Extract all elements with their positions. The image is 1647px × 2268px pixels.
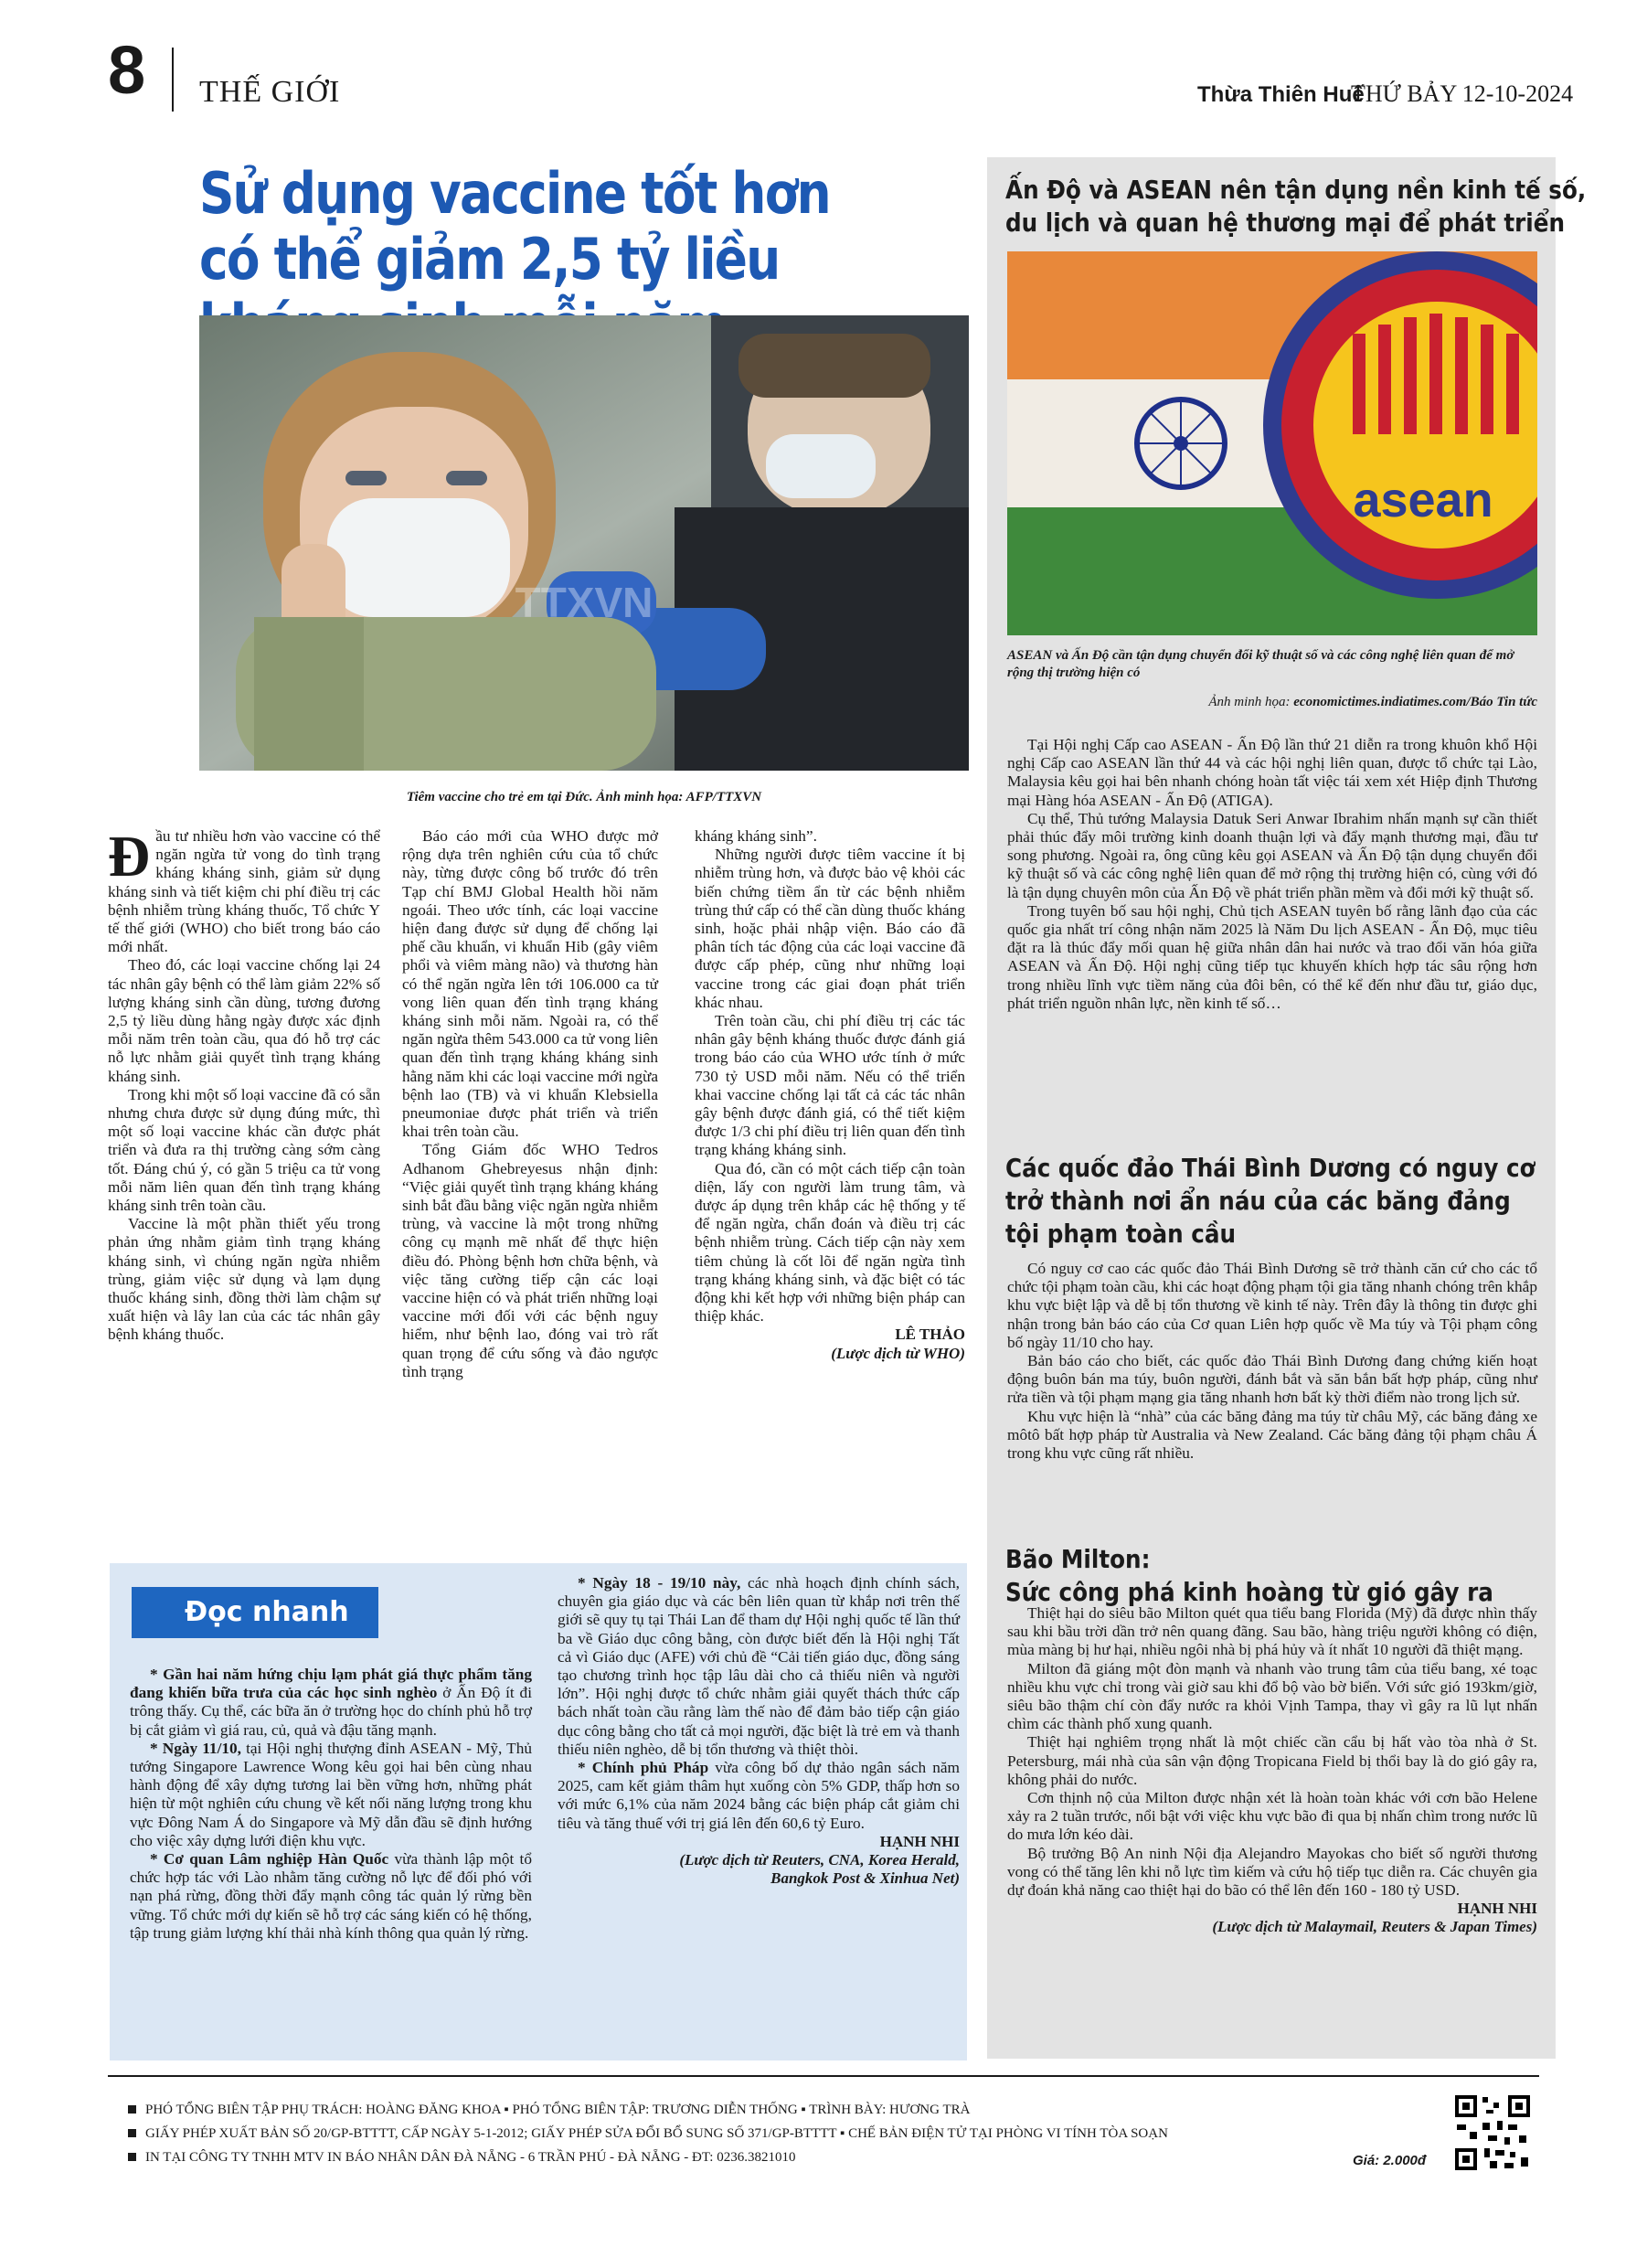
paragraph: kháng kháng sinh”. bbox=[695, 827, 817, 845]
paragraph: Cụ thể, Thủ tướng Malaysia Datuk Seri Anwar Ibrahim nhấn mạnh sự cần thiết phải thúc đẩy môi trường kinh doanh thuận lợi và đẩy mạnh thương mại, đầu tư song phương. Ngoài ra, ông cũng kêu gọi ASEAN và Ấn Độ tận dụng chuyển đổi kỹ thuật số và các công nghệ liên quan để mở rộng thị trường hiện có, cùng với đó là tận dụng chuyên môn của Ấn Độ về phát triển phần mềm và đổi mới kỹ thuật số. bbox=[1007, 809, 1537, 901]
pacific-article-title bbox=[1005, 1152, 1535, 1251]
quick-read-label: Đọc nhanh bbox=[132, 1587, 378, 1638]
main-photo-caption: Tiêm vaccine cho trẻ em tại Đức. Ảnh minh họa: AFP/TTXVN bbox=[406, 790, 762, 804]
bullet-icon bbox=[128, 2129, 136, 2137]
item-lead: * Ngày 18 - 19/10 này, bbox=[578, 1574, 741, 1592]
asean-article-body bbox=[1007, 736, 1537, 1013]
quick-read-item bbox=[558, 1574, 960, 1759]
paragraph: Bộ trưởng Bộ An ninh Nội địa Alejandro Mayokas cho biết số người thương vong có thể tăng lên khi nỗ lực tìm kiếm và cứu hộ tiếp tục diễn ra. Các chuyên gia dự đoán khả năng cao thiệt hại do bão có thể lên đến 160 - 180 tỷ USD. bbox=[1007, 1844, 1537, 1900]
credit-source: economictimes.indiatimes.com/Báo Tin tức bbox=[1293, 695, 1537, 709]
asean-photo-caption: ASEAN và Ấn Độ cần tận dụng chuyển đổi kỹ thuật số và các công nghệ liên quan để mở rộng thị trường hiện có bbox=[1007, 648, 1514, 680]
item-text: ở Ấn Độ ít đi trông thấy. Cụ thể, các bữa ăn ở trường học do chính phủ hỗ trợ bị cắt giảm vì giá rau, củ, quả và đậu tăng mạnh. bbox=[130, 1684, 532, 1739]
paragraph: Khu vực hiện là “nhà” của các băng đảng ma túy từ châu Mỹ, các băng đảng xe môtô bất hợp pháp từ Australia và New Zealand. Các băng đảng tội phạm châu Á trong khu vực cũng rất nhiều. bbox=[1007, 1407, 1537, 1463]
paragraph: Báo cáo mới của WHO được mở rộng dựa trên nghiên cứu của tổ chức này, từng được công bố trước đó trên Tạp chí BMJ Global Health hồi năm ngoái. Theo ước tính, các loại vaccine hiện đang được sử dụng để chống lại phế cầu khuẩn, vi khuẩn Hib (gây viêm phổi và viêm màng não) và thương hàn có thể ngăn ngừa lên tới 106.000 ca tử vong liên quan đến tình trạng kháng kháng sinh mỗi năm. Ngoài ra, có thể ngăn ngừa thêm 543.000 ca tử vong liên quan đến tình trạng kháng kháng sinh hằng năm khi các loại vaccine mới ngừa bệnh lao (TB) và vi khuẩn Klebsiella pneumoniae được phát triển và triển khai trên toàn cầu. bbox=[402, 827, 658, 1141]
india-asean-flag-photo bbox=[1007, 251, 1537, 635]
pacific-article-body bbox=[1007, 1260, 1537, 1463]
main-article-column-2 bbox=[402, 827, 658, 1381]
footer-staff-line bbox=[128, 2103, 970, 2118]
item-text: vừa thành lập một tổ chức hợp tác với Lào nhằm tăng cường nỗ lực để đối phó với nạn phá rừng, đồng thời đẩy mạnh công tác quản lý rừng bền vững. Tổ chức mới dự kiến sẽ hỗ trợ các sáng kiến có hệ thống, tập trung giảm lượng khí thải nhà kính thông qua quản lý rừng. bbox=[130, 1850, 532, 1942]
issue-date: THỨ BẢY 12-10-2024 bbox=[1351, 80, 1574, 107]
article-source: (Lược dịch từ Malaymail, Reuters & Japan Times) bbox=[1212, 1918, 1537, 1936]
footer-printer-line bbox=[128, 2150, 795, 2166]
drop-cap: Đ bbox=[108, 824, 151, 889]
paragraph: Milton đã giáng một đòn mạnh và nhanh vào trung tâm của tiểu bang, xé toạc nhiều khu vực chỉ trong vài giờ sau khi đổ bộ vào bờ biển. Với sức gió 193km/giờ, siêu bão thậm chí còn đẩy nước ra khỏi Vịnh Tampa, thay vì gây ra lũ lụt nhấn chìm các thành phố xung quanh. bbox=[1007, 1659, 1537, 1733]
price-label: Giá: 2.000đ bbox=[1353, 2153, 1427, 2168]
title-line: du lịch và quan hệ thương mại để phát triển bbox=[1005, 208, 1565, 238]
asean-logo-text: asean bbox=[1353, 473, 1493, 527]
paragraph: Qua đó, cần có một cách tiếp cận toàn diện, lấy con người làm trung tâm, và được áp dụng trên khắp các hệ thống y tế để ngăn ngừa, chẩn đoán và điều trị các bệnh nhiễm trùng. Cách tiếp cận này xem tiêm chủng là cốt lõi để ngăn ngừa tình trạng kháng kháng sinh, và đặc biệt có tác động khi kết hợp với những biện pháp can thiệp khác. bbox=[695, 1159, 965, 1326]
article-source: (Lược dịch từ Reuters, CNA, Korea Herald, bbox=[679, 1851, 960, 1869]
paragraph: Bản báo cáo cho biết, các quốc đảo Thái Bình Dương đang chứng kiến hoạt động buôn bán ma túy, buôn người, đánh bắt và săn bắn bất hợp pháp, cũng như rửa tiền và tội phạm mạng gia tăng nhanh hơn bất kỳ thời điểm nào trong lịch sử. bbox=[1007, 1352, 1537, 1407]
article-source: (Lược dịch từ WHO) bbox=[831, 1344, 965, 1362]
footer-license-line bbox=[128, 2126, 1168, 2142]
title-line: Các quốc đảo Thái Bình Dương có nguy cơ bbox=[1005, 1153, 1535, 1183]
paragraph: Theo đó, các loại vaccine chống lại 24 tác nhân gây bệnh có thể làm giảm 22% số lượng kháng sinh cần dùng, tương đương 2,5 tỷ liều dùng hằng ngày được xác định mỗi năm trên toàn cầu, qua đó hỗ trợ các nỗ lực nhằm giải quyết tình trạng kháng kháng sinh. bbox=[108, 956, 380, 1085]
author-signature: HẠNH NHI bbox=[879, 1832, 960, 1850]
quick-read-item bbox=[130, 1666, 532, 1740]
paragraph: ầu tư nhiều hơn vào vaccine có thể ngăn ngừa tử vong do tình trạng kháng kháng sinh, giảm sử dụng kháng sinh và tiết kiệm chi phí điều trị các bệnh nhiễm trùng kháng thuốc, Tổ chức Y tế thế giới (WHO) cho biết trong báo cáo mới nhất. bbox=[108, 827, 380, 956]
vaccination-photo bbox=[199, 315, 969, 771]
item-text: tại Hội nghị thượng đỉnh ASEAN - Mỹ, Thủ tướng Singapore Lawrence Wong kêu gọi hai bên cùng nhau hành động để xây dựng tương lai bền vững hơn, những phát hiện từ một nghiên cứu chung về kết nối năng lượng trong khu vực Đông Nam Á do Singapore và Mỹ dẫn đầu sẽ định hướng cho việc xây dựng lưới điện khu vực. bbox=[130, 1739, 533, 1849]
bullet-icon bbox=[128, 2153, 136, 2161]
section-title: THẾ GIỚI bbox=[199, 75, 341, 109]
milton-article-body bbox=[1007, 1604, 1537, 1937]
paragraph: Tổng Giám đốc WHO Tedros Adhanom Ghebreyesus nhận định: “Việc giải quyết tình trạng kháng kháng sinh bắt đầu bằng việc ngăn ngừa nhiễm trùng, và vaccine là một trong những công cụ mạnh mẽ nhất để thực hiện điều đó. Phòng bệnh hơn chữa bệnh, và việc tăng cường tiếp cận các loại vaccine hiện có và phát triển những loại vaccine mới đối với các bệnh nguy hiểm, như bệnh lao, đóng vai trò rất quan trọng để cứu sống và đảo ngược tình trạng bbox=[402, 1141, 658, 1380]
header-divider bbox=[172, 48, 174, 112]
paragraph: Những người được tiêm vaccine ít bị nhiễm trùng hơn, và được bảo vệ khỏi các biến chứng tiềm ẩn từ các bệnh nhiễm trùng thứ cấp có thể cần dùng thuốc kháng sinh, hoặc phải nhập viện. Báo cáo đã phân tích tác động của các loại vaccine đã được cấp phép, cũng như những loại vaccine trong các giai đoạn phát triển khác nhau. bbox=[695, 846, 965, 1011]
quick-read-column-2 bbox=[558, 1574, 960, 1888]
quick-read-item bbox=[558, 1759, 960, 1833]
title-line: Sức công phá kinh hoàng từ gió gây ra bbox=[1005, 1577, 1493, 1607]
main-article-column-1 bbox=[108, 824, 380, 1345]
asean-article-title bbox=[1005, 174, 1586, 240]
asean-photo-credit bbox=[1007, 695, 1537, 710]
paragraph: Trên toàn cầu, chi phí điều trị các tác nhân gây bệnh kháng thuốc được đánh giá trong báo cáo của WHO ước tính ở mức 730 tỷ USD mỗi năm. Nếu có thể triển khai vaccine chống lại tất cả các tác nhân gây bệnh được đánh giá, có thể tiết kiệm được 1/3 chi phí điều trị liên quan đến tình trạng kháng kháng sinh. bbox=[695, 1012, 965, 1159]
paragraph: Có nguy cơ cao các quốc đảo Thái Bình Dương sẽ trở thành căn cứ cho các tổ chức tội phạm toàn cầu, khi các hoạt động phạm tội gia tăng nhanh chóng trên khắp khu vực biệt lập và dễ bị tổn thương về kinh tế này. Trên đây là thông tin được ghi nhận trong bản báo cáo của Cơ quan Liên hợp quốc về Ma túy và Tội phạm công bố ngày 11/10 cho hay. bbox=[1007, 1260, 1537, 1351]
footer-text: GIẤY PHÉP XUẤT BẢN SỐ 20/GP-BTTTT, CẤP NGÀY 5-1-2012; GIẤY PHÉP SỬA ĐỔI BỔ SUNG SỐ 371/GP-BTTTT ▪ CHẾ BẢN ĐIỆN TỬ TẠI PHÒNG VI TÍNH TÒA SOẠN bbox=[145, 2126, 1168, 2141]
author-signature: LÊ THẢO bbox=[895, 1326, 965, 1344]
qr-code-icon[interactable] bbox=[1453, 2093, 1532, 2172]
author-signature: HẠNH NHI bbox=[1457, 1900, 1537, 1918]
paragraph: Trong khi một số loại vaccine đã có sẵn nhưng chưa được sử dụng đúng mức, thì một số loại vaccine khác cần được phát triển và đưa ra thị trường càng sớm càng tốt. Đáng chú ý, có gần 5 triệu ca tử vong mỗi năm liên quan đến tình trạng kháng kháng sinh trên toàn cầu. bbox=[108, 1085, 380, 1215]
title-line: trở thành nơi ẩn náu của các băng đảng bbox=[1005, 1186, 1511, 1216]
milton-article-title bbox=[1005, 1543, 1493, 1609]
item-lead: * Gần hai năm hứng chịu lạm phát giá thực phẩm tăng đang khiến bữa trưa của các học sinh nghèo bbox=[130, 1666, 532, 1702]
main-article-column-3 bbox=[695, 827, 965, 1363]
paragraph: Vaccine là một phần thiết yếu trong phản ứng nhằm giảm tình trạng kháng kháng sinh, vì chúng ngăn ngừa nhiễm trùng, giảm việc sử dụng và lạm dụng thuốc kháng sinh, đồng thời làm chậm sự xuất hiện và lây lan của các tác nhân gây bệnh kháng thuốc. bbox=[108, 1215, 380, 1344]
footer-text: PHÓ TỔNG BIÊN TẬP PHỤ TRÁCH: HOÀNG ĐĂNG KHOA ▪ PHÓ TỔNG BIÊN TẬP: TRƯƠNG DIỄN THỐNG ▪ TRÌNH BÀY: HƯƠNG TRÀ bbox=[145, 2103, 971, 2117]
paragraph: Thiệt hại do siêu bão Milton quét qua tiểu bang Florida (Mỹ) đã được nhìn thấy sau khi bầu trời dần trở nên quang đãng. Sau bão, hàng triệu người không có điện, mùa màng bị hư hại, nhiều ngôi nhà bị phá hủy và ít nhất 10 người đã thiệt mạng. bbox=[1007, 1604, 1537, 1659]
page-number: 8 bbox=[108, 32, 146, 108]
title-line: Bão Milton: bbox=[1005, 1544, 1151, 1574]
paragraph: Thiệt hại nghiêm trọng nhất là một chiếc cần cẩu bị hất vào tòa nhà ở St. Petersburg, mái nhà của sân vận động Tropicana Field bị thổi bay là do gió gây ra, không phải do nước. bbox=[1007, 1733, 1537, 1788]
item-text: các nhà hoạch định chính sách, chuyên gia giáo dục và các bên liên quan từ khắp nơi trên thế giới sẽ quy tụ tại Thái Lan để tham dự Hội nghị quốc tế lần thứ ba về Giáo dục công bằng, còn được biết đến là Hội nghị Tất cả vì Giáo dục (AFE) với chủ đề “Cải tiến giáo dục, đồng sáng tạo chương trình học tập lâu dài cho cả thiếu niên và người lớn”. Hội nghị được tổ chức nhằm giải quyết thách thức cấp bách nhất toàn cầu rằng làm thế nào để đảm bảo tiếp cận giáo dục công bằng cho tất cả mọi người, đặc biệt là trẻ em và thanh thiếu niên nghèo, dễ bị tổn thương và thiệt thòi. bbox=[558, 1574, 960, 1758]
paragraph: Trong tuyên bố sau hội nghị, Chủ tịch ASEAN tuyên bố rằng lãnh đạo của các quốc gia nhất trí công nhận năm 2025 là Năm Du lịch ASEAN - Ấn Độ, mục tiêu đặt ra là thúc đẩy mối quan hệ giữa nhân dân hai nước và trao đổi văn hóa giữa ASEAN và Ấn Độ. Hội nghị cũng tiếp tục khuyến khích hợp tác sâu rộng hơn trong nhiều lĩnh vực tiềm năng của đôi bên, có thể kể đến như đầu tư, giáo dục, phát triển nguồn nhân lực, nền kinh tế số… bbox=[1007, 901, 1537, 1012]
title-line: tội phạm toàn cầu bbox=[1005, 1219, 1237, 1249]
quick-read-item bbox=[130, 1850, 532, 1943]
photo-watermark: TTXVN bbox=[515, 579, 653, 626]
title-line: Ấn Độ và ASEAN nên tận dụng nền kinh tế số, bbox=[1005, 175, 1587, 205]
credit-label: Ảnh minh họa: bbox=[1208, 695, 1291, 709]
footer-text: IN TẠI CÔNG TY TNHH MTV IN BÁO NHÂN DÂN ĐÀ NẴNG - 6 TRẦN PHÚ - ĐÀ NẴNG - ĐT: 0236.3821010 bbox=[145, 2150, 796, 2165]
item-lead: * Cơ quan Lâm nghiệp Hàn Quốc bbox=[150, 1850, 389, 1869]
paragraph: Cơn thịnh nộ của Milton được nhận xét là hoàn toàn khác với cơn bão Helene xảy ra 2 tuần trước, nổi bật với việc khu vực bão đi qua bị nhấn chìm trong nước lũ do mưa lớn kéo dài. bbox=[1007, 1789, 1537, 1844]
footer-divider bbox=[108, 2075, 1539, 2077]
item-lead: * Ngày 11/10, bbox=[150, 1739, 241, 1757]
article-source: Bangkok Post & Xinhua Net) bbox=[770, 1869, 960, 1888]
item-lead: * Chính phủ Pháp bbox=[578, 1759, 709, 1777]
main-article-title: Sử dụng vaccine tốt hơn có thể giảm 2,5 tỷ liều bbox=[199, 160, 830, 293]
item-text: vừa công bố dự thảo ngân sách năm 2025, cam kết giảm thâm hụt xuống còn 5% GDP, thấp hơn so với mức 6,1% của năm 2024 bằng các biện pháp cắt giảm chi tiêu và tăng thuế với trị giá lên đến 60,6 tỷ Euro. bbox=[558, 1759, 960, 1832]
paragraph: Tại Hội nghị Cấp cao ASEAN - Ấn Độ lần thứ 21 diễn ra trong khuôn khổ Hội nghị Cấp cao ASEAN lần thứ 44 và các hội nghị liên quan, được tổ chức tại Lào, Malaysia kêu gọi hai bên nhanh chóng hoàn tất việc tái xem xét Hiệp định Thương mại Hàng hóa ASEAN - Ấn Độ (ATIGA). bbox=[1007, 736, 1537, 809]
quick-read-item bbox=[130, 1740, 532, 1850]
quick-read-column-1 bbox=[130, 1666, 532, 1943]
bullet-icon bbox=[128, 2105, 136, 2114]
newspaper-name: Thừa Thiên Huế bbox=[1197, 82, 1365, 107]
